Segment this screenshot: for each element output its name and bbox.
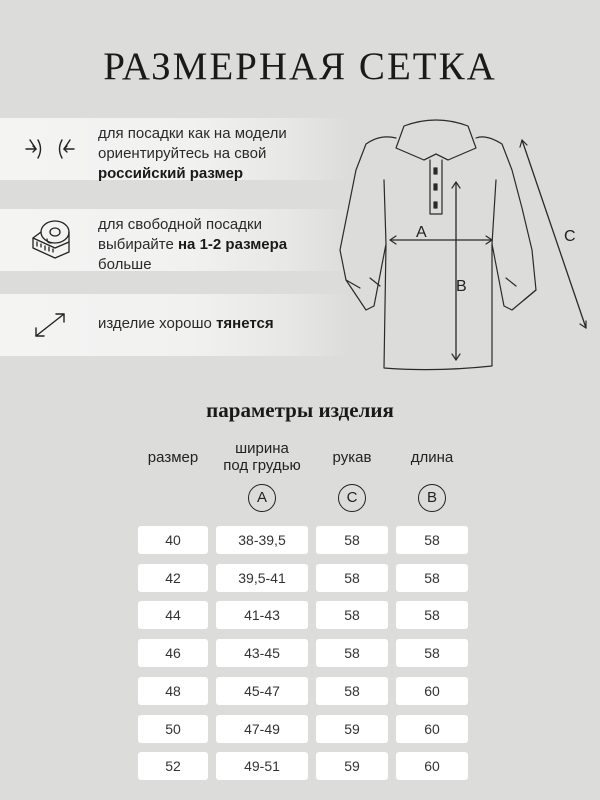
measuring-tape-icon: [20, 209, 80, 271]
cell-sleeve: 58: [316, 677, 388, 705]
cell-sleeve: 59: [316, 715, 388, 743]
cell-length: 60: [396, 752, 468, 780]
cell-length: 60: [396, 677, 468, 705]
tip-loose-fit: [0, 209, 350, 271]
table-title: параметры изделия: [206, 398, 394, 422]
cell-sleeve: 58: [316, 639, 388, 667]
tip-text: [98, 215, 287, 275]
page-title: РАЗМЕРНАЯ СЕТКА: [103, 45, 497, 88]
measure-badge-a: A: [248, 484, 276, 512]
cell-chest-width: 47-49: [216, 715, 308, 743]
cell-chest-width: 38-39,5: [216, 526, 308, 554]
column-header-size: [128, 449, 218, 466]
tip-text-part: для посадки как на модели: [98, 125, 287, 142]
tip-text-bold: российский размер: [98, 165, 244, 182]
column-header-line: под грудью: [223, 457, 301, 474]
measure-c-label: C: [564, 228, 576, 245]
cell-sleeve: 59: [316, 752, 388, 780]
cell-size: 50: [138, 715, 208, 743]
cell-length: 58: [396, 601, 468, 629]
cell-size: 40: [138, 526, 208, 554]
stretch-arrow-icon: [20, 294, 80, 356]
tip-text-part: ориентируйтесь на свой: [98, 145, 267, 162]
tip-text: [98, 314, 274, 334]
column-header-sleeve: [306, 449, 398, 466]
cell-length: 58: [396, 526, 468, 554]
tip-text-part: изделие хорошо: [98, 315, 217, 332]
cell-size: 52: [138, 752, 208, 780]
cell-chest-width: 39,5-41: [216, 564, 308, 592]
cell-size: 46: [138, 639, 208, 667]
tip-text-bold: тянется: [216, 315, 274, 332]
column-header-length: [386, 449, 478, 466]
measure-badge-b: B: [418, 484, 446, 512]
cell-length: 58: [396, 639, 468, 667]
tip-stretchy: [0, 294, 350, 356]
cell-sleeve: 58: [316, 564, 388, 592]
tip-text-part: для свободной посадки: [98, 216, 262, 233]
column-header-line: размер: [147, 449, 199, 466]
fit-arrows-icon: [20, 118, 80, 180]
measure-b-label: B: [456, 278, 467, 295]
cell-sleeve: 58: [316, 601, 388, 629]
cell-length: 60: [396, 715, 468, 743]
measure-badge-c: C: [338, 484, 366, 512]
cell-chest-width: 41-43: [216, 601, 308, 629]
column-header-line: рукав: [332, 449, 372, 466]
cell-size: 42: [138, 564, 208, 592]
cell-chest-width: 45-47: [216, 677, 308, 705]
cell-sleeve: 58: [316, 526, 388, 554]
column-header-chest-width: [206, 440, 318, 474]
column-header-line: ширина: [235, 440, 289, 457]
tip-text-part: выбирайте: [98, 236, 178, 253]
tip-text-part: больше: [98, 256, 152, 273]
cell-chest-width: 49-51: [216, 752, 308, 780]
cell-chest-width: 43-45: [216, 639, 308, 667]
tip-text-bold: на 1-2 размера: [178, 236, 288, 253]
cell-length: 58: [396, 564, 468, 592]
measure-a-label: A: [416, 224, 427, 241]
tip-text: [98, 124, 287, 184]
shirt-diagram: [336, 110, 600, 385]
column-header-line: длина: [410, 449, 454, 466]
tip-fit-like-model: [0, 118, 350, 180]
cell-size: 44: [138, 601, 208, 629]
cell-size: 48: [138, 677, 208, 705]
